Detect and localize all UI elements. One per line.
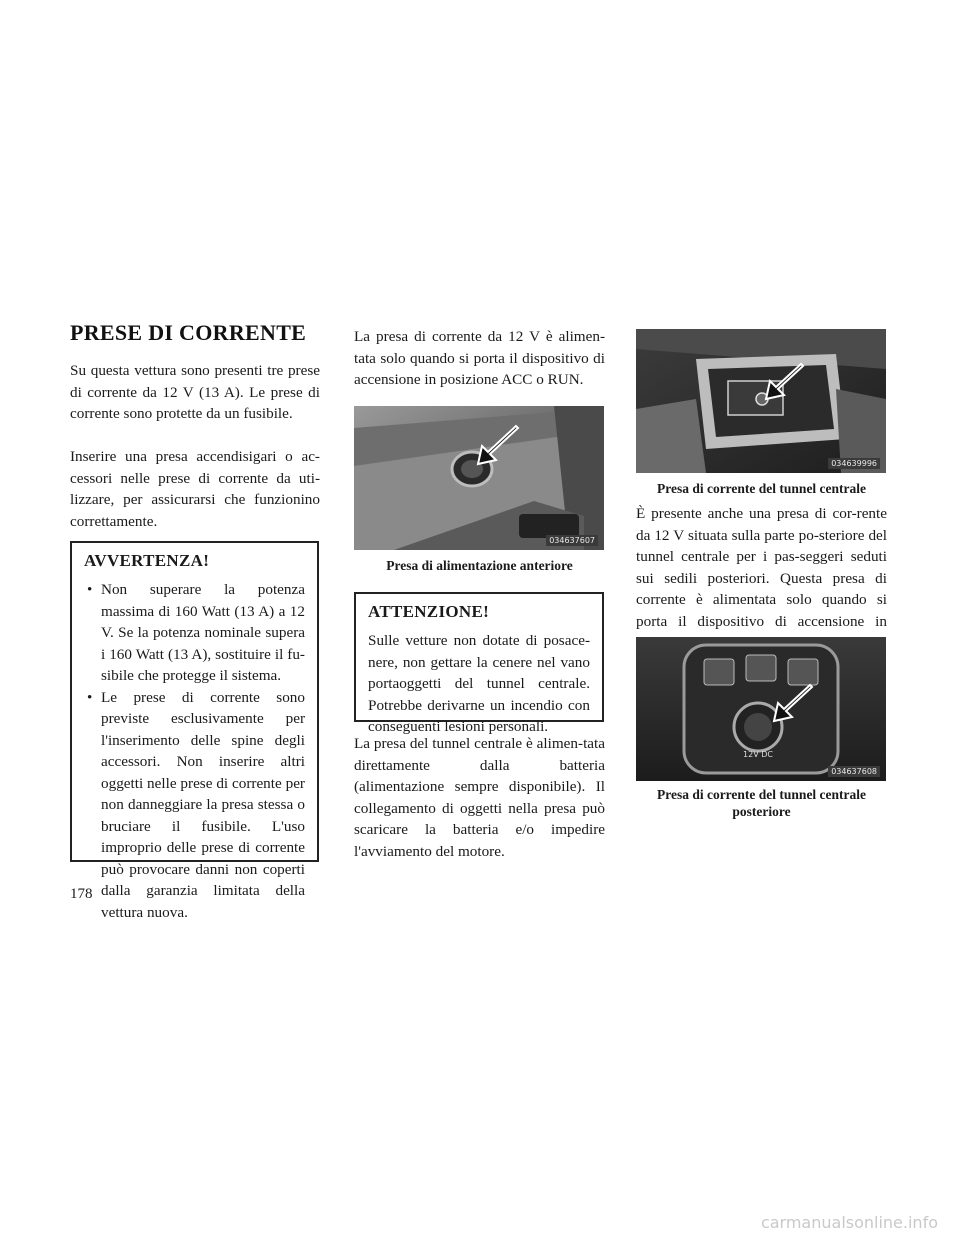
page-number: 178 (70, 886, 93, 902)
rear-outlet-illustration (636, 637, 886, 781)
front-outlet-illustration (354, 406, 604, 550)
figure-caption (636, 786, 887, 820)
center-tunnel-illustration (636, 329, 886, 473)
caution-text: Sulle vetture non dotate di posace-nere, non gettare la cenere nel vano portaoggetti del tunnel centrale. Potrebbe derivarne un incendio con conseguenti lesioni personali. (368, 632, 590, 735)
figure-caption: Presa di corrente del tunnel centrale (656, 481, 867, 496)
bullet-icon: • (87, 688, 93, 706)
figure-caption: Presa di alimentazione anteriore (386, 558, 573, 573)
power-paragraph: La presa di corrente da 12 V è alimen-tata solo quando si porta il dispositivo di accensione in posizione ACC o RUN. (354, 328, 605, 388)
intro-paragraph: Su questa vettura sono presenti tre prese di corrente da 12 V (13 A). Le prese di corrente sono protette da un fusibile. (70, 362, 320, 422)
caption-line: posteriore (732, 804, 791, 819)
figure-code: 034637608 (828, 766, 880, 777)
caution-box (354, 592, 604, 735)
watermark: carmanualsonline.info (760, 1213, 938, 1232)
warning-item: • Le prese di corrente sono previste esclusivamente per l'inserimento delle spine degli accessori. Non inserire altri oggetti nelle prese di corrente per non danneggiare la presa stessa o bruciare il fusibile. L'uso improprio delle prese di corrente può provocare danni non coperti dalla garanzia limitata della vettura nuova. (87, 688, 305, 921)
instruction-paragraph: Inserire una presa accendisigari o ac-cessori nelle prese di corrente da uti-lizzare, per assicurarsi che funzionino correttamente. (70, 448, 320, 530)
caution-title: ATTENZIONE! (368, 602, 490, 621)
warning-title: AVVERTENZA! (84, 551, 210, 570)
caption-line: Presa di corrente del tunnel centrale (656, 787, 867, 802)
section-title: PRESE DI CORRENTE (70, 320, 307, 345)
rear-outlet-paragraph: È presente anche una presa di cor-rente da 12 V situata sulla parte po-steriore del tunnel centrale per i pas-seggeri seduti sui sedili posteriori. Questa presa di corrente è alimentata solo quando si porta il dispositivo di accensione in (636, 505, 887, 630)
warning-list (84, 579, 305, 923)
bullet-icon: • (87, 581, 93, 598)
warning-item: • Non superare la potenza massima di 160 Watt (13 A) a 12 V. Se la potenza nominale supera i 160 Watt (13 A), sostituire il fu-sibile che protegge il sistema. (87, 581, 305, 684)
outlet-label: 12V DC (743, 750, 773, 759)
tunnel-paragraph: La presa del tunnel centrale è alimen-tata direttamente dalla batteria (alimentazione sempre disponibile). Il collegamento di oggetti nella presa può scaricare la batteria e/o impedire l'avviamento del motore. (354, 735, 605, 860)
figure-code: 034637607 (546, 535, 598, 546)
figure-code: 034639996 (828, 458, 880, 469)
rear-outlet-image (636, 637, 886, 781)
front-outlet-image (354, 406, 604, 550)
center-tunnel-outlet-image (636, 329, 886, 473)
